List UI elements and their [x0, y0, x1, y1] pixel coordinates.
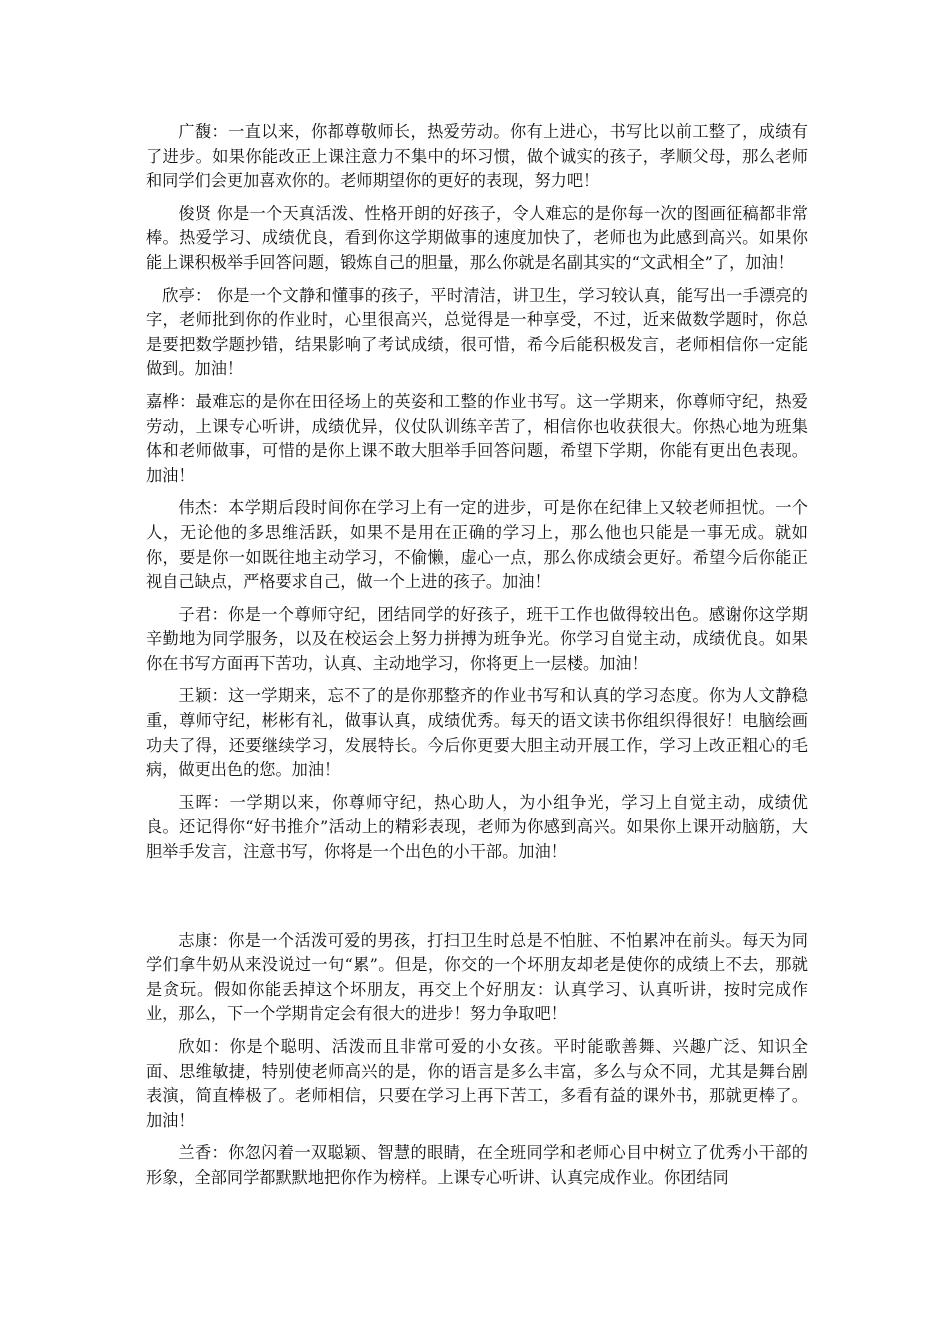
comment-xinru: 欣如：你是个聪明、活泼而且非常可爱的小女孩。平时能歌善舞、兴趣广泛、知识全面、思维敏捷，特别使老师高兴的是，你的语言是多么丰富，多么与众不同，尤其是舞台剧表演，简直棒极了。老师相信，只要在学习上再下苦工，多看有益的课外书，那就更棒了。加油！ [146, 1037, 808, 1130]
document-page [146, 120, 808, 1199]
paragraph-gap [146, 873, 808, 929]
comment-junxian: 俊贤 你是一个天真活泼、性格开朗的好孩子，令人难忘的是你每一次的图画征稿都非常棒。热爱学习、成绩优良，看到你这学期做事的速度加快了，老师也为此感到高兴。如果你能上课积极举手回答问题，锻炼自己的胆量，那么你就是名副其实的“文武相全”了，加油！ [146, 203, 808, 272]
comment-guangfu: 广馥：一直以来，你都尊敬师长，热爱劳动。你有上进心，书写比以前工整了，成绩有了进步。如果你能改正上课注意力不集中的坏习惯，做个诚实的孩子，孝顺父母，那么老师和同学们会更加喜欢你的。老师期望你的更好的表现，努力吧！ [146, 122, 808, 191]
comment-zhikang: 志康：你是一个活泼可爱的男孩，打扫卫生时总是不怕脏、不怕累冲在前头。每天为同学们拿牛奶从来没说过一句“累”。但是，你交的一个坏朋友却老是使你的成绩上不去，那就是贪玩。假如你能丢掉这个坏朋友，再交上个好朋友：认真学习、认真听讲，按时完成作业，那么，下一个学期肯定会有很大的进步！努力争取吧！ [146, 930, 808, 1024]
comment-lanxiang: 兰香：你忽闪着一双聪颖、智慧的眼睛，在全班同学和老师心目中树立了优秀小干部的形象，全部同学都默默地把你作为榜样。上课专心听讲、认真完成作业。你团结同 [146, 1143, 808, 1187]
comment-wangying: 王颖：这一学期来，忘不了的是你那整齐的作业书写和认真的学习态度。你为人文静稳重，尊师守纪，彬彬有礼，做事认真，成绩优秀。每天的语文读书你组织得很好！电脑绘画功夫了得，还要继续学习，发展特长。今后你更要大胆主动开展工作，学习上改正粗心的毛病，做更出色的您。加油！ [146, 686, 808, 780]
comment-yuhui: 玉晖：一学期以来，你尊师守纪，热心助人，为小组争光，学习上自觉主动，成绩优良。还记得你“好书推介”活动上的精彩表现，老师为你感到高兴。如果你上课开动脑筋，大胆举手发言，注意书写，你将是一个出色的小干部。加油！ [146, 792, 808, 862]
comment-jiahua: 嘉桦：最难忘的是你在田径场上的英姿和工整的作业书写。这一学期来，你尊师守纪，热爱劳动，上课专心听讲，成绩优异，仪仗队训练辛苦了，相信你也收获很大。你热心地为班集体和老师做事，可惜的是你上课不敢大胆举手回答问题，希望下学期，你能有更出色表现。加油！ [146, 391, 808, 485]
comment-weijie: 伟杰：本学期后段时间你在学习上有一定的进步，可是你在纪律上又较老师担忧。一个人，无论他的多思维活跃，如果不是用在正确的学习上，那么他也只能是一事无成。就如你，要是你一如既往地主动学习，不偷懒，虚心一点，那么你成绩会更好。希望今后你能正视自己缺点，严格要求自己，做一个上进的孩子。加油！ [146, 498, 808, 592]
comment-zijun: 子君：你是一个尊师守纪，团结同学的好孩子，班干工作也做得较出色。感谢你这学期辛勤地为同学服务，以及在校运会上努力拼搏为班争光。你学习自觉主动，成绩优良。如果你在书写方面再下苦功，认真、主动地学习，你将更上一层楼。加油！ [146, 604, 808, 673]
comment-xinting: 欣亭： 你是一个文静和懂事的孩子，平时清洁，讲卫生，学习较认真，能写出一手漂亮的字，老师批到你的作业时，心里很高兴，总觉得是一种享受，不过，近来做数学题时，你总是要把数学题抄错，结果影响了考试成绩，很可惜，希今后能积极发言，老师相信你一定能做到。加油！ [146, 285, 808, 379]
